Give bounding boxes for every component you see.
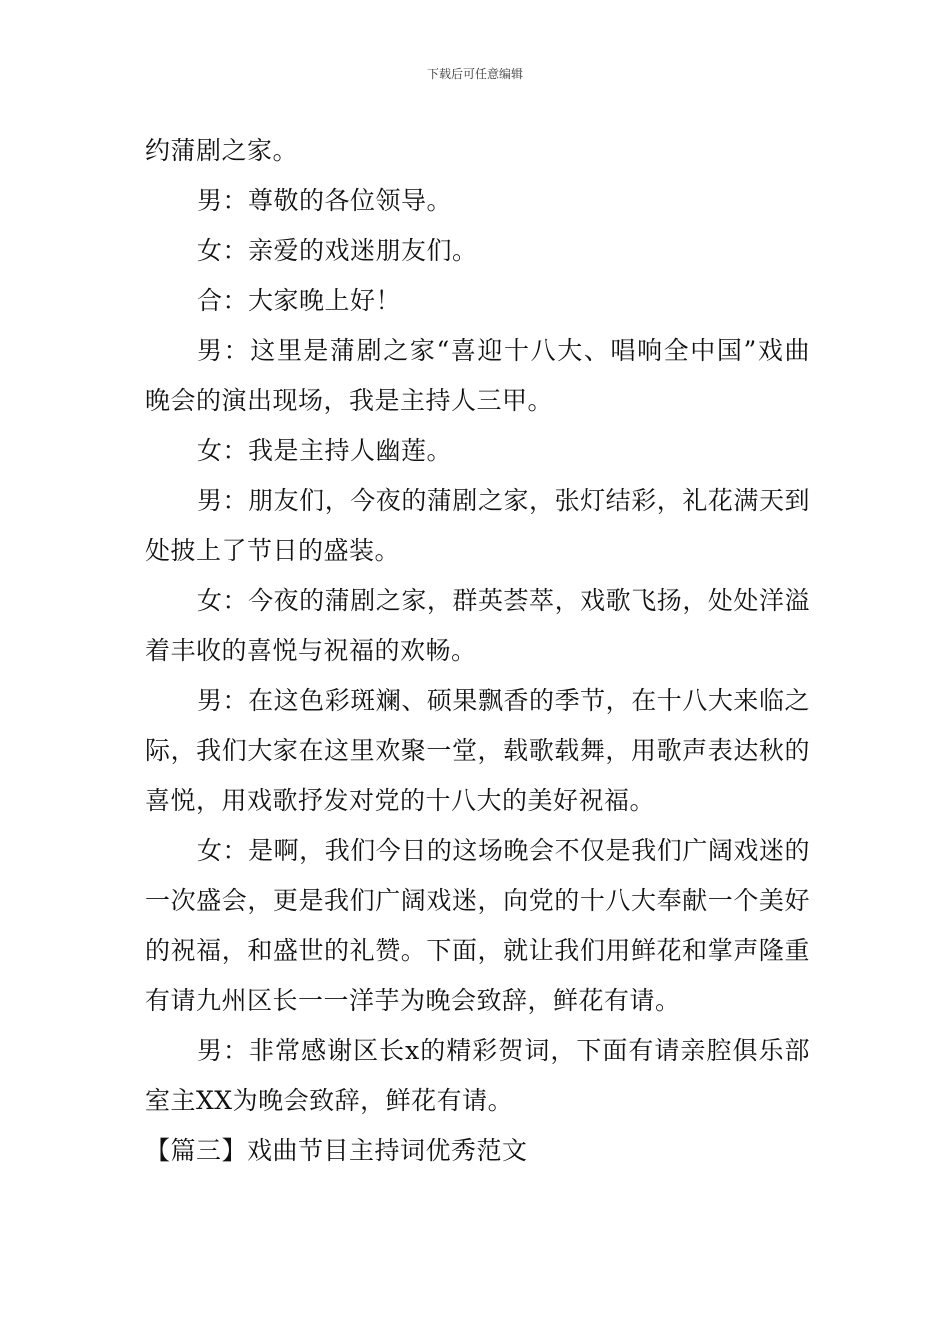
paragraph: 约蒲剧之家。 (145, 136, 299, 165)
paragraph: 男：在这色彩斑斓、硕果飘香的季节，在十八大来临之际，我们大家在这里欢聚一堂，载歌载舞，用歌声表达秋的喜悦，用戏歌抒发对党的十八大的美好祝福。 (145, 686, 810, 815)
paragraph: 男：非常感谢区长x的精彩贺词，下面有请亲腔俱乐部室主XX为晚会致辞，鲜花有请。 (145, 1036, 810, 1115)
document-body (145, 126, 810, 1176)
page-header: 下载后可任意编辑 (426, 67, 523, 81)
section-heading: 【篇三】戏曲节目主持词优秀范文 (145, 1136, 528, 1165)
paragraph: 女：亲爱的戏迷朋友们。 (197, 236, 478, 265)
paragraph: 女：今夜的蒲剧之家，群英荟萃，戏歌飞扬，处处洋溢着丰收的喜悦与祝福的欢畅。 (145, 586, 810, 665)
paragraph: 合：大家晚上好！ (197, 286, 402, 315)
paragraph: 男：尊敬的各位领导。 (197, 186, 453, 215)
paragraph: 女：我是主持人幽莲。 (197, 436, 453, 465)
paragraph: 男：这里是蒲剧之家“喜迎十八大、唱响全中国”戏曲晚会的演出现场，我是主持人三甲。 (145, 336, 810, 415)
paragraph: 男：朋友们，今夜的蒲剧之家，张灯结彩，礼花满天到处披上了节日的盛装。 (145, 486, 810, 565)
paragraph: 女：是啊，我们今日的这场晚会不仅是我们广阔戏迷的一次盛会，更是我们广阔戏迷，向党的十八大奉献一个美好的祝福，和盛世的礼赞。下面，就让我们用鲜花和掌声隆重有请九州区长一一洋芋为晚会致辞，鲜花有请。 (145, 836, 810, 1015)
